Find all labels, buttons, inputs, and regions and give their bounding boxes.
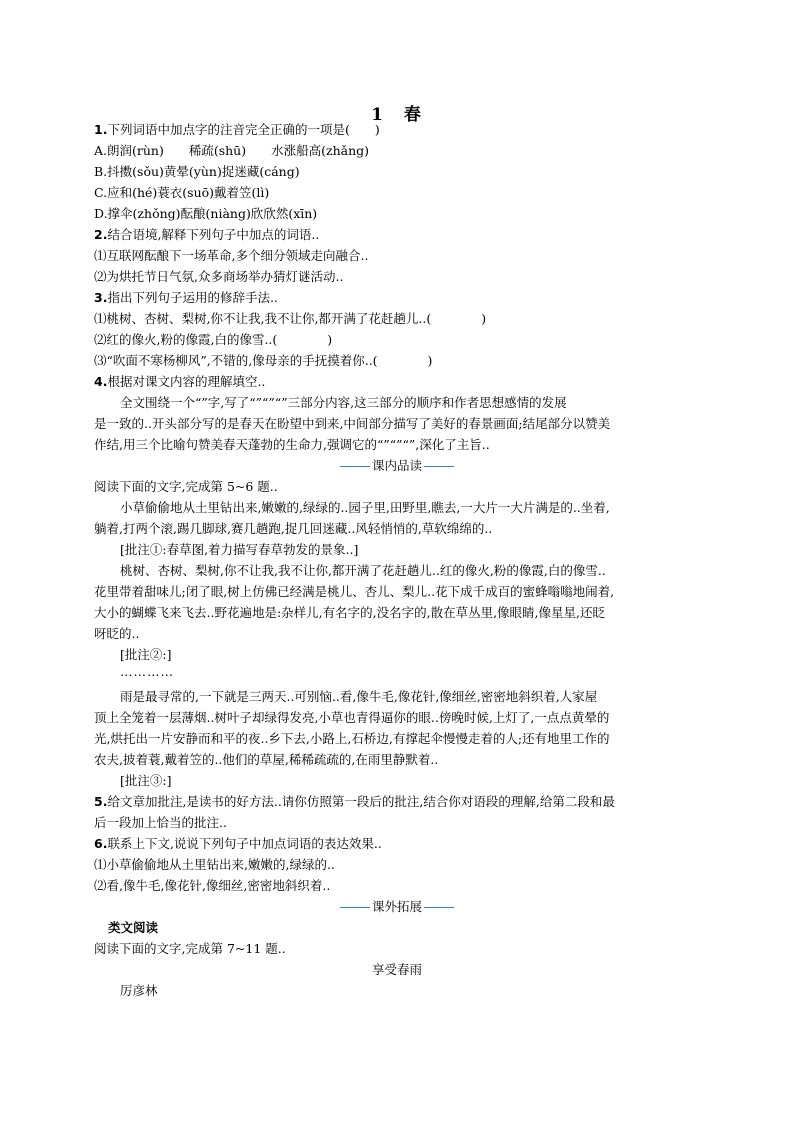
list-item: ⑴桃树、杏树、梨树,你不让我,我不让你,都开满了花赶趟儿..( ): [94, 311, 487, 326]
option-a: A.朗润(rùn) 稀疏(shū) 水涨船高(zhǎng): [94, 143, 369, 158]
section-title: 课内品读: [371, 458, 422, 473]
question-number: 6.: [94, 836, 108, 851]
paragraph-line: 作结,用三个比喻句赞美春天蓬勃的生命力,强调它的“”“”“”,深化了主旨..: [94, 437, 490, 452]
divider-line: [424, 907, 454, 908]
section-title: 课外拓展: [371, 899, 422, 914]
paragraph-line: 雨是最寻常的,一下就是三两天..可别恼..看,像牛毛,像花针,像细丝,密密地斜织着,人家屋: [120, 689, 598, 704]
section-divider: [0, 458, 794, 474]
paragraph-line: 呀眨的..: [94, 626, 140, 641]
paragraph-line: 桃树、杏树、梨树,你不让我,我不让你,都开满了花赶趟儿..红的像火,粉的像霞,白的像雪..: [120, 563, 606, 578]
option-c: C.应和(hé)蓑衣(suō)戴着笠(lì): [94, 185, 270, 200]
paragraph-line: 小草偷偷地从土里钻出来,嫩嫩的,绿绿的..园子里,田野里,瞧去,一大片一大片满是的..坐着,: [120, 500, 610, 515]
list-item: ⑶“吹面不寒杨柳风”,不错的,像母亲的手抚摸着你..( ): [94, 353, 433, 368]
article-title: 享受春雨: [371, 962, 422, 977]
question-5: [94, 794, 615, 810]
option-d: D.撑伞(zhǒng)酝酿(niàng)欣欣然(xīn): [94, 206, 318, 221]
question-6: [94, 836, 382, 852]
list-item: ⑴小草偷偷地从土里钻出来,嫩嫩的,绿绿的..: [94, 857, 335, 872]
paragraph-line: 躺着,打两个滚,踢几脚球,赛几趟跑,捉几回迷藏..风轻悄悄的,草软绵绵的..: [94, 521, 493, 536]
page-title: 1 春: [371, 105, 423, 125]
paragraph-line: 花里带着甜味儿;闭了眼,树上仿佛已经满是桃儿、杏儿、梨儿..花下成千成百的蜜蜂嗡嗡地闹着,: [94, 584, 615, 599]
paragraph-line: 后一段加上恰当的批注..: [94, 815, 227, 830]
paragraph-line: 大小的蝴蝶飞来飞去..野花遍地是:杂样儿,有名字的,没名字的,散在草丛里,像眼睛,像星星,还眨: [94, 605, 606, 620]
question-4: [94, 374, 265, 390]
option-b: B.抖擞(sǒu)黄晕(yùn)捉迷藏(cáng): [94, 164, 300, 179]
paragraph-line: 全文围绕一个“”字,写了“”“”“”三部分内容,这三部分的顺序和作者思想感情的发展: [120, 395, 567, 410]
question-number: 4.: [94, 374, 108, 389]
list-item: ⑴互联网酝酿下一场革命,多个细分领域走向融合..: [94, 248, 369, 263]
paragraph-line: 光,烘托出一片安静而和平的夜..乡下去,小路上,石桥边,有撑起伞慢慢走着的人;还有地里工作的: [94, 731, 610, 746]
list-item: ⑵看,像牛毛,像花针,像细丝,密密地斜织着..: [94, 878, 331, 893]
question-number: 1.: [94, 122, 108, 137]
article-author: 厉彦林: [120, 983, 158, 998]
paragraph-line: 农夫,披着蓑,戴着笠的..他们的草屋,稀稀疏疏的,在雨里静默着..: [94, 752, 439, 767]
ellipsis: …………: [120, 664, 174, 679]
list-item: ⑵红的像火,粉的像霞,白的像雪..( ): [94, 332, 333, 347]
paragraph-line: 是一致的..开头部分写的是春天在盼望中到来,中间部分描写了美好的春景画面;结尾部分以赞美: [94, 416, 611, 431]
list-item: ⑵为烘托节日气氛,众多商场举办猜灯谜活动..: [94, 269, 344, 284]
question-stem: 联系上下文,说说下列句子中加点词语的表达效果..: [107, 836, 382, 851]
reading-intro: 阅读下面的文字,完成第 7~11 题..: [94, 941, 286, 956]
question-2: [94, 227, 319, 243]
divider-line: [340, 466, 370, 467]
paragraph-line: 给文章加批注,是读书的好方法..请你仿照第一段后的批注,结合你对语段的理解,给第二段和最: [107, 794, 615, 809]
subsection-heading: 类文阅读: [108, 920, 159, 935]
question-stem: 结合语境,解释下列句子中加点的词语..: [107, 227, 320, 242]
question-3: [94, 290, 278, 306]
section-divider: [0, 899, 794, 915]
reading-intro: 阅读下面的文字,完成第 5~6 题..: [94, 479, 278, 494]
divider-line: [424, 466, 454, 467]
question-number: 5.: [94, 794, 108, 809]
question-stem: 指出下列句子运用的修辞手法..: [107, 290, 278, 305]
annotation-note: [批注③:]: [120, 773, 172, 788]
question-number: 2.: [94, 227, 108, 242]
annotation-note: [批注②:]: [120, 647, 172, 662]
question-number: 3.: [94, 290, 108, 305]
paragraph-line: 顶上全笼着一层薄烟..树叶子却绿得发亮,小草也青得逼你的眼..傍晚时候,上灯了,一点点黄晕的: [94, 710, 610, 725]
divider-line: [340, 907, 370, 908]
question-1: [94, 122, 380, 138]
question-stem: 下列词语中加点字的注音完全正确的一项是( ): [107, 122, 380, 137]
question-stem: 根据对课文内容的理解填空..: [107, 374, 266, 389]
annotation-note: [批注①:春草图,着力描写春草勃发的景象..]: [120, 542, 359, 557]
